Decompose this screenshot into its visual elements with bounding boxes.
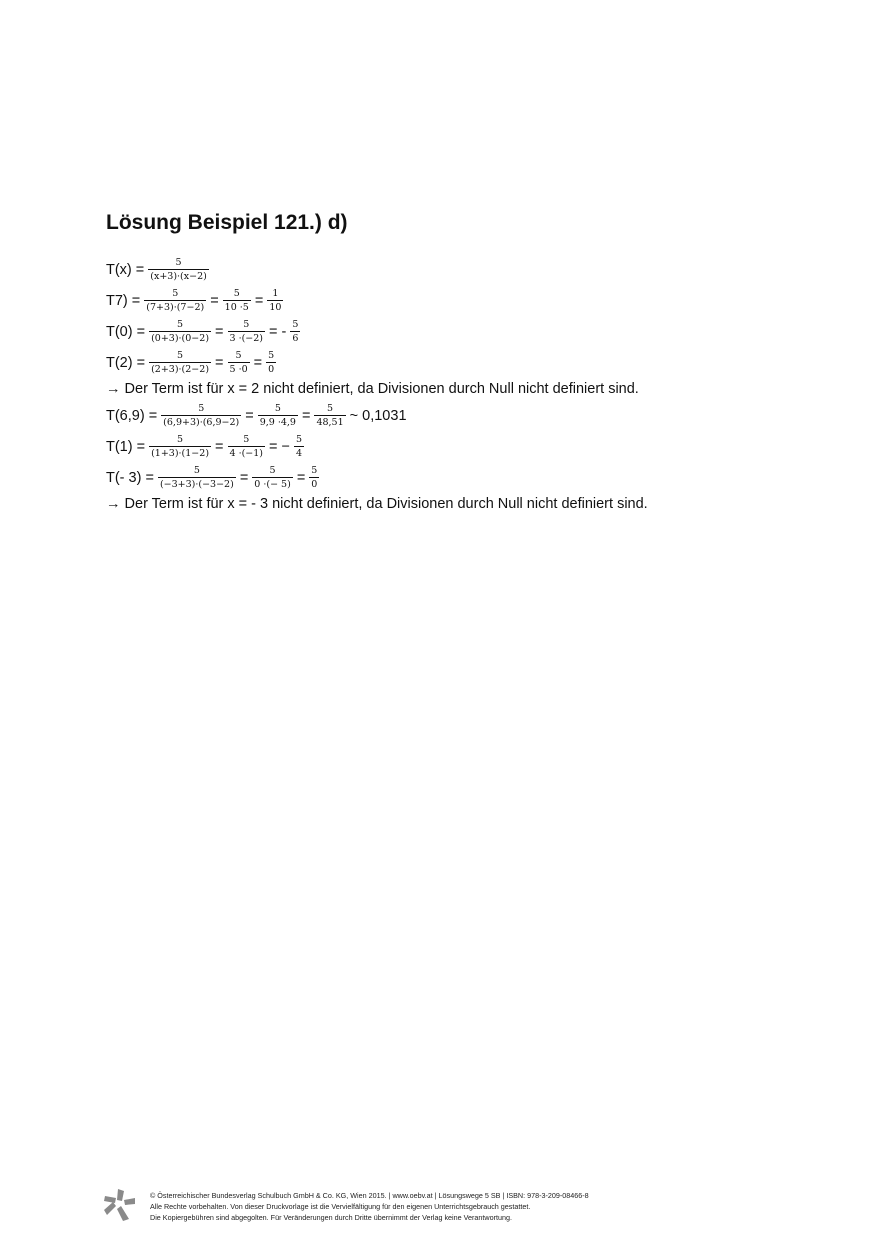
solution-content bbox=[106, 254, 826, 515]
equation-line bbox=[106, 400, 826, 431]
fraction-denominator: 5 ·0 bbox=[229, 363, 248, 375]
fraction bbox=[290, 319, 300, 345]
fraction-numerator: 5 bbox=[172, 287, 179, 299]
footer-line: © Österreichischer Bundesverlag Schulbuch GmbH & Co. KG, Wien 2015. | www.oebv.at | Lösungswege 5 SB | ISBN: 978-3-209-08466-8 bbox=[150, 1191, 589, 1200]
fraction bbox=[252, 465, 293, 491]
fraction bbox=[228, 319, 266, 345]
equation-line bbox=[106, 316, 826, 347]
fraction-denominator: 0 ·(− 5) bbox=[254, 478, 291, 490]
note-line: → Der Term ist für x = - 3 nicht definiert, da Divisionen durch Null nicht definiert sind. bbox=[106, 496, 648, 512]
equation-operator: = - bbox=[269, 323, 287, 340]
fraction-denominator: (2+3)·(2−2) bbox=[151, 363, 210, 375]
footer bbox=[104, 1188, 724, 1224]
fraction-numerator: 5 bbox=[177, 433, 184, 445]
equation-operator: = bbox=[210, 292, 219, 309]
fraction-denominator: 4 bbox=[295, 447, 303, 459]
equation-result: ~ 0,1031 bbox=[349, 407, 407, 424]
fraction-numerator: 5 bbox=[295, 433, 303, 445]
equation-lhs: T(- 3) = bbox=[106, 469, 154, 486]
fraction-numerator: 5 bbox=[193, 464, 200, 476]
equation-line bbox=[106, 285, 826, 316]
fraction-numerator: 5 bbox=[235, 349, 242, 361]
fraction bbox=[149, 319, 211, 345]
equation-operator: = bbox=[296, 469, 306, 486]
fraction-numerator: 5 bbox=[175, 256, 182, 268]
fraction bbox=[309, 465, 319, 491]
equation-operator: = bbox=[215, 323, 224, 340]
equation-lhs: T(0) = bbox=[106, 323, 146, 340]
fraction-numerator: 5 bbox=[177, 318, 184, 330]
equation-line bbox=[106, 431, 826, 462]
equation-line bbox=[106, 254, 826, 285]
note-line: → Der Term ist für x = 2 nicht definiert, da Divisionen durch Null nicht definiert sind. bbox=[106, 381, 639, 397]
equation-lhs: T(x) = bbox=[106, 261, 145, 278]
footer-line: Die Kopiergebühren sind abgegolten. Für Veränderungen durch Dritte übernimmt der Verlag keine Verantwortung. bbox=[150, 1213, 512, 1222]
fraction-denominator: 3 ·(−2) bbox=[229, 332, 264, 344]
fraction-numerator: 5 bbox=[177, 349, 184, 361]
fraction-denominator: 10 ·5 bbox=[224, 301, 249, 313]
page-title: Lösung Beispiel 121.) d) bbox=[106, 211, 348, 234]
fraction-numerator: 5 bbox=[268, 349, 275, 361]
fraction-denominator: 6 bbox=[292, 332, 299, 344]
equation-lhs: T(6,9) = bbox=[106, 407, 158, 424]
fraction-numerator: 1 bbox=[272, 287, 279, 299]
fraction bbox=[161, 403, 241, 429]
fraction bbox=[149, 434, 211, 460]
fraction-numerator: 5 bbox=[269, 464, 276, 476]
fraction-numerator: 5 bbox=[292, 318, 299, 330]
fraction bbox=[223, 288, 251, 314]
fraction-numerator: 5 bbox=[233, 287, 240, 299]
fraction-numerator: 5 bbox=[327, 402, 334, 414]
equation-lhs: T(1) = bbox=[106, 438, 146, 455]
fraction bbox=[314, 403, 345, 429]
fraction bbox=[266, 350, 276, 376]
fraction-denominator: (1+3)·(1−2) bbox=[151, 447, 210, 459]
fraction-numerator: 5 bbox=[243, 318, 250, 330]
equation-operator: = − bbox=[269, 438, 290, 455]
fraction bbox=[294, 434, 304, 460]
fraction-denominator: (x+3)·(x−2) bbox=[150, 270, 207, 282]
fraction-denominator: (7+3)·(7−2) bbox=[146, 301, 205, 313]
footer-line: Alle Rechte vorbehalten. Von dieser Druckvorlage ist die Vervielfältigung für den eigenen Unterrichtsgebrauch gestattet. bbox=[150, 1202, 531, 1211]
fraction bbox=[144, 288, 206, 314]
equation-lhs: T7) = bbox=[106, 292, 141, 309]
equation-line bbox=[106, 347, 826, 378]
fraction-denominator: 0 bbox=[311, 478, 318, 490]
fraction-numerator: 5 bbox=[198, 402, 205, 414]
equation-operator: = bbox=[301, 407, 311, 424]
equation-line bbox=[106, 462, 826, 493]
fraction-denominator: 9,9 ·4,9 bbox=[259, 416, 296, 428]
fraction bbox=[158, 465, 236, 491]
fraction-numerator: 5 bbox=[311, 464, 318, 476]
fraction-denominator: (6,9+3)·(6,9−2) bbox=[163, 416, 240, 428]
fraction bbox=[148, 257, 209, 283]
fraction bbox=[267, 288, 283, 314]
fraction-denominator: 4 ·(−1) bbox=[229, 447, 264, 459]
fraction bbox=[228, 434, 266, 460]
fraction-numerator: 5 bbox=[274, 402, 281, 414]
fraction bbox=[228, 350, 250, 376]
fraction bbox=[149, 350, 211, 376]
fraction-denominator: 0 bbox=[268, 363, 275, 375]
fraction-denominator: (−3+3)·(−3−2) bbox=[159, 478, 234, 490]
equation-lhs: T(2) = bbox=[106, 354, 146, 371]
footer-text bbox=[150, 1190, 589, 1223]
fraction-denominator: (0+3)·(0−2) bbox=[151, 332, 210, 344]
equation-operator: = bbox=[254, 292, 264, 309]
equation-operator: = bbox=[245, 407, 254, 424]
fraction-numerator: 5 bbox=[243, 433, 250, 445]
equation-operator: = bbox=[215, 354, 224, 371]
fraction-denominator: 10 bbox=[269, 301, 282, 313]
equation-operator: = bbox=[215, 438, 224, 455]
fraction bbox=[258, 403, 298, 429]
fraction-denominator: 48,51 bbox=[316, 416, 344, 428]
equation-operator: = bbox=[253, 354, 263, 371]
equation-operator: = bbox=[239, 469, 249, 486]
oebv-logo-icon bbox=[104, 1188, 136, 1222]
